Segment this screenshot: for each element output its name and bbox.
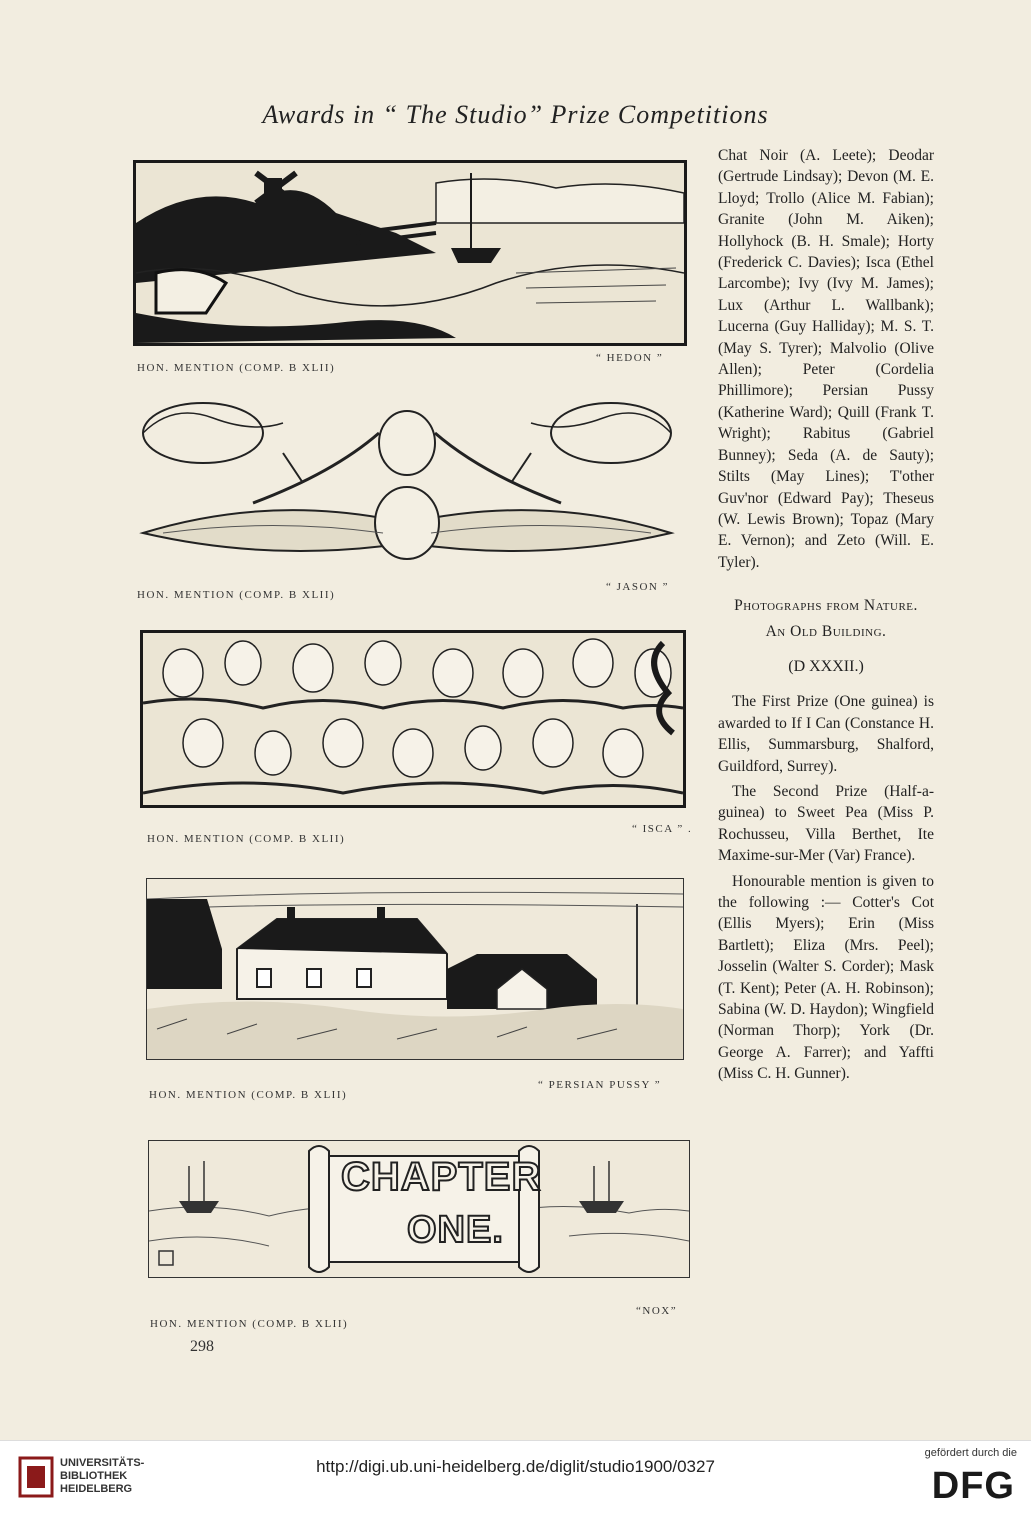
caption-jason: HON. MENTION (COMP. B XLII) xyxy=(137,589,336,601)
motto-persian-pussy: “ PERSIAN PUSSY ” xyxy=(538,1079,662,1091)
funding-note: gefördert durch die xyxy=(924,1447,1017,1459)
motto-isca: “ ISCA ” . xyxy=(632,823,693,835)
page-url-link[interactable]: http://digi.ub.uni-heidelberg.de/diglit/studio1900/0327 xyxy=(316,1457,715,1476)
motto-nox: “NOX” xyxy=(636,1305,678,1317)
text-column xyxy=(718,145,934,1085)
first-prize-paragraph: The First Prize (One guinea) is awarded to If I Can (Constance H. Ellis, Summarsburg, Shalford, Guildford, Surrey). xyxy=(718,693,934,775)
page-number: 298 xyxy=(190,1338,214,1355)
art-nouveau-figure xyxy=(133,393,681,578)
honourable-mention-paragraph: Honourable mention is given to the following :— Cotter's Cot (Ellis Myers); Erin (Miss Bartlett); Eliza (Mrs. Peel); Josselin (Walter S. Corder); Mask (T. Kent); Peter (A. H. Robinson); Sabina (W. D. Haydon); Wingfield (Norman Thorp); York (Dr. George A. Farrer); and Yaffti (Miss C. H. Gunner). xyxy=(718,872,934,1083)
entrants-list: Chat Noir (A. Leete); Deodar (Gertrude Lindsay); Devon (M. E. Lloyd; Trollo (Alice M. Fabian); Granite (John M. Aiken); Hollyhock (B. H. Smale); Horty (Frederick C. Davies); Isca (Ethel Larcombe); Ivy (Ivy M. James); Lux (Arthur L. Wallbank); Lucerna (Guy Halliday); M. S. T. (May S. Tyrer); Malvolio (Olive Allen); Peter (Cordelia Phillimore); Persian Pussy (Katherine Ward); Quill (Frank T. Wright); Rabitus (Gabriel Bunney); Seda (A. de Sauty); Stilts (May Lines); T'other Guv'nor (Edward Pay); Theseus (W. Lewis Brown); Topaz (Mary E. Vernon); and Zeto (Will. E. Tyler). xyxy=(718,147,934,571)
landscape-woodcut xyxy=(136,163,684,343)
section-title: Photographs from Nature. xyxy=(734,597,918,615)
art-text-chapter: CHAPTER xyxy=(341,1155,542,1199)
illustration-hedon xyxy=(133,160,687,346)
illustration-isca xyxy=(140,630,686,808)
motto-jason: “ JASON ” xyxy=(606,581,669,593)
dfg-logo: DFG xyxy=(931,1465,1015,1507)
motto-hedon: “ HEDON ” xyxy=(596,352,664,364)
section-code: (D XXXII.) xyxy=(788,657,864,675)
viewer-footer xyxy=(0,1440,1031,1513)
section-subtitle: An Old Building. xyxy=(765,622,887,640)
illustration-nox xyxy=(148,1140,690,1278)
caption-isca: HON. MENTION (COMP. B XLII) xyxy=(147,833,346,845)
second-prize-paragraph: The Second Prize (Half-a-guinea) to Sweet Pea (Miss P. Rochusseu, Villa Berthet, Ite Maxime-sur-Mer (Var) France). xyxy=(718,782,934,865)
running-header: Awards in “ The Studio” Prize Competitions xyxy=(262,100,769,129)
houses-drawing xyxy=(147,879,683,1059)
faces-drawing xyxy=(143,633,683,805)
art-text-one: ONE. xyxy=(407,1209,504,1251)
caption-nox: HON. MENTION (COMP. B XLII) xyxy=(150,1318,349,1330)
library-name: UNIVERSITÄTS- BIBLIOTHEK HEIDELBERG xyxy=(60,1457,145,1495)
illustration-jason xyxy=(133,393,681,578)
illustration-persian-pussy xyxy=(146,878,684,1060)
caption-hedon: HON. MENTION (COMP. B XLII) xyxy=(137,362,336,374)
caption-persian-pussy: HON. MENTION (COMP. B XLII) xyxy=(149,1089,348,1101)
